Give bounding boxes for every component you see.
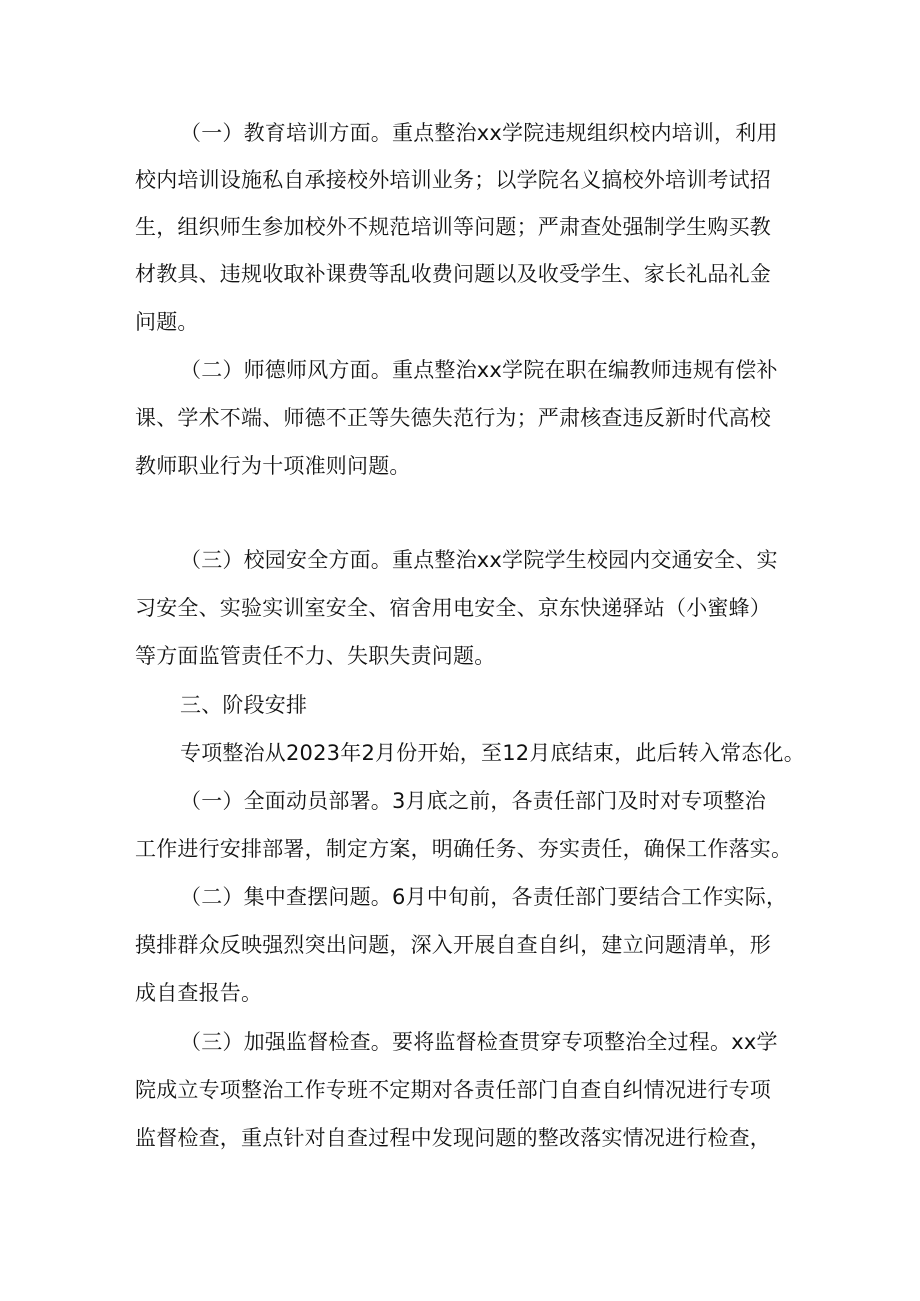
paragraph-3-line-1: （三）校园安全方面。重点整治xx学院学生校园内交通安全、实: [180, 548, 778, 572]
paragraph-3-line-2: 习安全、实验实训室安全、宿舍用电安全、京东快递驿站（小蜜蜂）: [135, 596, 771, 620]
stage-3-line-1: （三）加强监督检查。要将监督检查贯穿专项整治全过程。xx学: [180, 1030, 778, 1054]
stage-3-line-3: 监督检查，重点针对自查过程中发现问题的整改落实情况进行检查，: [135, 1126, 771, 1150]
paragraph-2-line-3: 教师职业行为十项准则问题。: [135, 454, 411, 478]
paragraph-2-line-2: 课、学术不端、师德不正等失德失范行为；严肃核查违反新时代高校: [135, 406, 771, 430]
paragraph-2-line-1: （二）师德师风方面。重点整治xx学院在职在编教师违规有偿补: [180, 358, 778, 382]
schedule-intro-line-1: 专项整治从2023年2月份开始，至12月底结束，此后转入常态化。: [180, 741, 805, 765]
stage-2-line-2: 摸排群众反映强烈突出问题，深入开展自查自纠，建立问题清单，形: [135, 933, 771, 957]
paragraph-1-line-4: 材教具、违规收取补课费等乱收费问题以及收受学生、家长礼品礼金: [135, 262, 771, 286]
section-heading-schedule: 三、阶段安排: [180, 693, 308, 717]
paragraph-3-line-3: 等方面监管责任不力、失职失责问题。: [135, 644, 496, 668]
stage-1-line-2: 工作进行安排部署，制定方案，明确任务、夯实责任，确保工作落实。: [135, 837, 793, 861]
stage-3-line-2: 院成立专项整治工作专班不定期对各责任部门自查自纠情况进行专项: [135, 1078, 771, 1102]
paragraph-1-line-2: 校内培训设施私自承接校外培训业务；以学院名义搞校外培训考试招: [135, 168, 771, 192]
paragraph-1-line-5: 问题。: [135, 310, 199, 334]
paragraph-1-line-1: （一）教育培训方面。重点整治xx学院违规组织校内培训，利用: [180, 121, 778, 145]
stage-1-line-1: （一）全面动员部署。3月底之前，各责任部门及时对专项整治: [180, 789, 766, 813]
stage-2-line-1: （二）集中查摆问题。6月中旬前，各责任部门要结合工作实际，: [180, 885, 788, 909]
paragraph-1-line-3: 生，组织师生参加校外不规范培训等问题；严肃查处强制学生购买教: [135, 215, 771, 239]
stage-2-line-3: 成自查报告。: [135, 981, 263, 1005]
